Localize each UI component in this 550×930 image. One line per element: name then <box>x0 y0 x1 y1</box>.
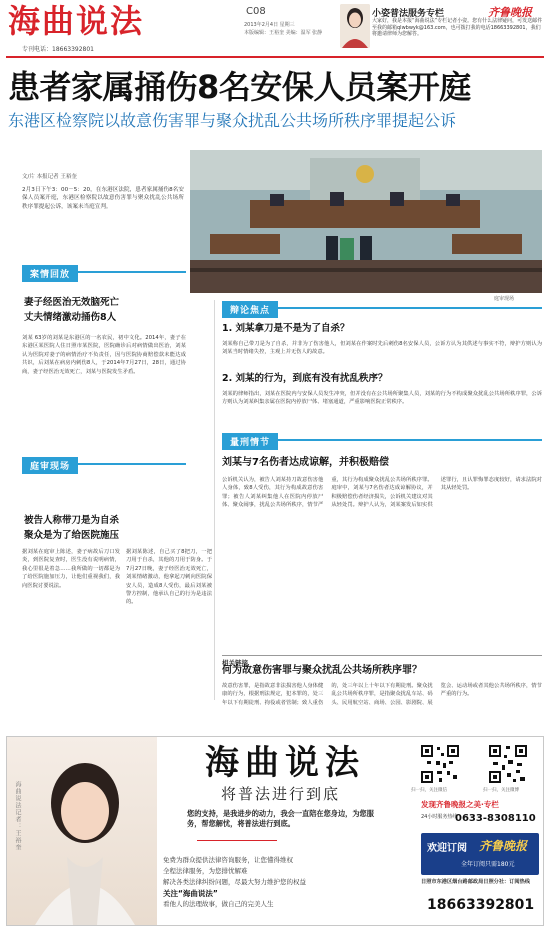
header-rule <box>6 56 544 58</box>
details-label: 量刑情节 <box>222 433 278 450</box>
subscribe-phone[interactable]: 18663392801 <box>427 897 535 913</box>
reporter-photo <box>7 737 157 925</box>
focus-section <box>222 298 542 318</box>
focus-answer-2: 刘某的律师指出，刘某在医院内与安保人员发生冲突，但并没有在公共场所聚集人员，刘某的行为不构成聚众扰乱公共场所秩序罪，公诉方则认为刘某纠集亲属在医院内停放尸体、堵塞通道，严重影响医院正常秩序。 <box>222 391 542 406</box>
subscribe-box[interactable] <box>421 833 539 875</box>
court-scene-section <box>22 454 186 474</box>
promo-phone-label: 24小时服务热线 <box>421 814 458 820</box>
court-scene-text-a: 据刘某在庭审上陈述，妻子病故后刀口发炎，到医院复查时，医生没有说明病情，我心里很是着急……我所做的一切都是为了给医院施加压力，让他们重视我们，我向医院讨要说法。 <box>22 549 120 589</box>
hotline: 专刊电话：18663392801 <box>22 46 94 53</box>
focus-question-1: 1. 刘某拿刀是不是为了自杀？ <box>222 323 350 334</box>
subheadline: 东港区检察院以故意伤害罪与聚众扰乱公共场所秩序罪提起公诉 <box>8 111 457 130</box>
case-review-text: 刘某 63岁的刘某是东港区的一名农民，初中文化。2014年，妻子在东港区某医院人住日照市某医院，医院确诊后对病情做出医治，刘某认为医院对妻子的病情治疗不负责任，因与医院协商赔偿款未能达成共识，后刘某在病房内刺伤8人，于2014年7月27日，28日，通过协商，妻子经医治无效死亡，刘某与医院发生矛盾。 <box>22 335 186 375</box>
promo-title: 发现齐鲁晚报之美·专栏 <box>421 800 499 809</box>
service-title: 小姿普法服务专栏 <box>372 9 445 19</box>
service-line-5: 看他人的法理故事，做自己的完美人生 <box>163 900 274 908</box>
column-divider <box>214 300 215 700</box>
reporter-label: 海曲说法记者：王裕奎 <box>14 781 21 851</box>
ad-title: 海曲说法 <box>205 743 365 783</box>
ad-services <box>163 855 393 910</box>
details-title: 刘某与7名伤者达成谅解，并积极赔偿 <box>222 457 389 468</box>
service-text: 大家好，我是本报“海曲说法”专栏记者小姿。您有什么法律疑问，可发送邮件至我的邮箱qlwbwyk@163.com，也可拨打我的电话18663392801，我们将邀请律师为您解答。 <box>372 18 543 38</box>
details-text: 公诉机关认为，被告人刘某持刀故意伤害他人身体，致8人受伤，其行为构成故意伤害罪；被告人刘某纠集他人在医院内停放尸体、聚众闹事，扰乱公共场所秩序，情节严重，其行为构成聚众扰乱公共场所秩序罪。庭审中，刘某与7名伤者达成谅解协议，并积极赔偿伤者经济损失，公诉机关建议对其从轻处罚。辩护人认为，刘某案发后如实供述罪行，且认罪悔罪态度较好，请求法院对其从轻处罚。 <box>222 477 542 509</box>
qr-code-weibo[interactable] <box>487 743 529 785</box>
case-review-title-1: 妻子经医治无效脑死亡 <box>24 297 120 308</box>
service-line-2: 全程法律服务，为您排忧解难 <box>163 867 248 875</box>
subscribe-paper: 齐鲁晚报 <box>479 839 528 853</box>
ad-slogan: 将普法进行到底 <box>221 785 341 803</box>
details-section <box>222 430 542 450</box>
court-scene-label: 庭审现场 <box>22 457 78 474</box>
subscribe-price: 全年订阅只需180元 <box>461 861 515 868</box>
ad-message: 您的支持，是我进步的动力，我会一直陪在您身边，为您服务，帮您解忧，将普法进行到底。 <box>187 809 374 828</box>
lead-paragraph: 2月3日下午3：00－5：20，在东港区法院，患者家属捅伤8名安保人员案开庭，东港区检察院以故意伤害罪与聚众扰乱公共场所秩序罪提起公诉，该案未当庭宣判。 <box>22 187 184 210</box>
byline: 文/片 本报记者 王裕奎 <box>22 174 77 180</box>
related-text: 故意伤害罪，是指故意非法损害他人身体健康的行为，根据刑法规定，犯本罪的，处三年以下有期徒刑、拘役或者管制；致人重伤的，处三年以上十年以下有期徒刑。聚众扰乱公共场所秩序罪，是指聚众扰乱车站、码头、民用航空站、商场、公园、影剧院、展览会、运动场或者其他公共场所秩序，情节严重的行为。 <box>222 683 542 706</box>
focus-answer-1: 刘某称自己带刀是为了自杀，并非为了伤害他人，但刘某在作案时先后刺伤8名安保人员，公诉方认为其供述与事实不符，辩护方则认为刘某当时情绪失控，主观上并无伤人的故意。 <box>222 341 542 356</box>
masthead <box>8 4 548 52</box>
court-scene-title-2: 聚众是为了给医院施压 <box>24 530 120 541</box>
case-review-title-2: 丈夫情绪激动捅伤8人 <box>24 312 117 323</box>
editors-line: 本版编辑：王裕奎 美编：温军 张静 <box>244 30 323 36</box>
court-scene-text-b: 据刘某陈述，自己买了8把刀，一把刀用于自杀，其他的刀用于防身。于7月27日晚，妻子经医治无效死亡，刘某情绪激动，他拿起刀刺向医院保安人员，造成8人受伤，最后刘某被警方控制，他承认自己的行为是违法的。 <box>126 549 212 606</box>
qr-label-wechat: 扫一扫，关注微信 <box>411 788 447 793</box>
qr-code-wechat[interactable] <box>419 743 461 785</box>
paper-logo: 齐鲁晚报 <box>488 6 532 19</box>
subscribe-welcome: 欢迎订阅 <box>427 843 467 854</box>
ad-message-underline <box>197 840 277 841</box>
subscribe-note: 日照市东港区烟台路邮政局日照分社：订阅热线 <box>421 879 530 885</box>
focus-question-2: 2. 刘某的行为，到底有没有扰乱秩序？ <box>222 373 388 384</box>
page-number: C08 <box>246 6 266 17</box>
headline: 患者家属捅伤8名安保人员案开庭 <box>8 68 471 106</box>
focus-label: 辩论焦点 <box>222 301 278 318</box>
courtroom-photo <box>190 150 542 293</box>
date-line: 2013年2月4日 星期三 <box>244 22 295 28</box>
photo-caption: 庭审现场 <box>494 296 515 302</box>
promo-phone[interactable]: 0633-8308110 <box>455 813 536 824</box>
court-scene-title-1: 被告人称带刀是为自杀 <box>24 515 120 526</box>
service-line-1: 免费为群众提供法律咨询服务，让您懂得维权 <box>163 856 293 864</box>
related-label: 相关链接 <box>222 658 254 667</box>
qr-label-weibo: 扫一扫，关注微博 <box>483 788 519 793</box>
avatar <box>340 4 370 48</box>
service-line-3: 解决各类法律纠纷问题，尽最大努力维护您的权益 <box>163 878 306 886</box>
ad-banner <box>6 736 544 926</box>
case-review-label: 案情回放 <box>22 265 78 282</box>
related-title: 何为故意伤害罪与聚众扰乱公共场所秩序罪？ <box>222 665 422 676</box>
service-line-4: 关注“海曲说法” <box>163 889 218 898</box>
section-rule <box>222 655 542 656</box>
column-title: 海曲说法 <box>8 2 145 40</box>
case-review-section <box>22 262 186 282</box>
